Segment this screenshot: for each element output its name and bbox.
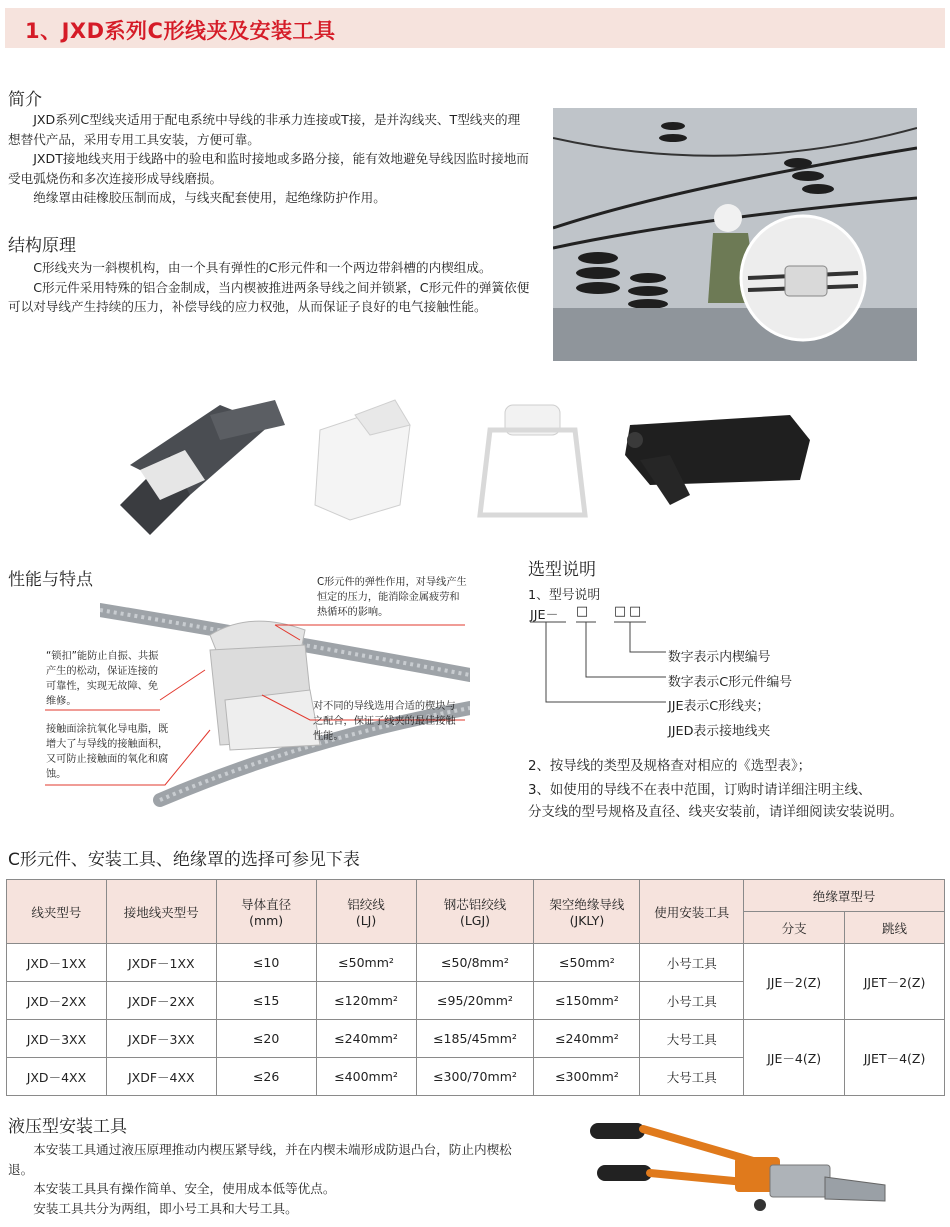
cell-dia: ≤20 — [216, 1020, 316, 1058]
cell-tool: 大号工具 — [640, 1058, 744, 1096]
cell-ground: JXDF－1XX — [106, 944, 216, 982]
note-lock: “锁扣”能防止自振、共振产生的松动，保证连接的可靠性，实现无故障、免维修。 — [46, 651, 159, 707]
cell-model: JXD－3XX — [7, 1020, 107, 1058]
cell-tool: 小号工具 — [640, 982, 744, 1020]
c-element-image — [315, 400, 410, 520]
cell-dia: ≤26 — [216, 1058, 316, 1096]
legend-item: 数字表示内楔编号 — [668, 650, 771, 665]
cell-branch: JJE－4(Z) — [744, 1020, 845, 1096]
product-images — [110, 385, 830, 545]
code-box: □ — [629, 604, 642, 619]
note-wedge: 对不同的导线选用合适的楔块与之配合，保证了线夹的最佳接触性能。 — [313, 701, 456, 742]
selection-item: 2、按导线的类型及规格查对相应的《选型表》； — [528, 759, 812, 774]
model-code-prefix: JJE－ — [530, 608, 559, 623]
cell-lgj: ≤300/70mm² — [416, 1058, 534, 1096]
cell-ground: JXDF－3XX — [106, 1020, 216, 1058]
code-box: □ — [576, 604, 589, 619]
hydraulic-text — [8, 1140, 530, 1218]
hydraulic-tool-image — [585, 1115, 890, 1220]
products-illustration — [110, 385, 830, 545]
cell-lj: ≤50mm² — [316, 944, 416, 982]
cell-tool: 大号工具 — [640, 1020, 744, 1058]
col-tool: 使用安装工具 — [640, 880, 744, 944]
hydraulic-heading: 液压型安装工具 — [8, 1117, 127, 1137]
selection-item: 3、如使用的导线不在表中范围，订购时请详细注明主线、 — [528, 783, 872, 798]
intro-text — [8, 110, 530, 208]
col-cover: 绝缘罩型号 — [744, 880, 945, 912]
cell-lgj: ≤50/8mm² — [416, 944, 534, 982]
cell-dia: ≤10 — [216, 944, 316, 982]
cell-jkly: ≤150mm² — [534, 982, 640, 1020]
cell-lj: ≤120mm² — [316, 982, 416, 1020]
cell-jkly: ≤300mm² — [534, 1058, 640, 1096]
selection-item: 分支线的型号规格及直径、线夹安装前，请详细阅读安装说明。 — [528, 805, 903, 820]
legend-item: 数字表示C形元件编号 — [668, 675, 793, 690]
legend-item: JJED表示接地线夹 — [668, 724, 771, 739]
selection-sub: 1、型号说明 — [528, 588, 601, 603]
hydraulic-paragraph: 本安装工具具有操作简单、安全，使用成本低等优点。 — [33, 1181, 336, 1196]
intro-paragraph: JXD系列C型线夹适用于配电系统中导线的非承力连接或T接，是并沟线夹、T型线夹的理想替代产品，采用专用工具安装，方便可靠。 — [8, 112, 521, 147]
col-jumper: 跳线 — [845, 912, 945, 944]
cell-dia: ≤15 — [216, 982, 316, 1020]
code-box: □ — [614, 604, 627, 619]
col-dia: 导体直径 (mm) — [216, 880, 316, 944]
hydraulic-tool-illustration — [585, 1115, 890, 1220]
clamp-assembly-image — [120, 400, 285, 535]
intro-paragraph: JXDT接地线夹用于线路中的验电和监时接地或多路分接，能有效地避免导线因监时接地而受电弧烧伤和多次连接形成导线磨损。 — [8, 151, 529, 186]
cell-branch: JJE－2(Z) — [744, 944, 845, 1020]
table-heading: C形元件、安装工具、绝缘罩的选择可参见下表 — [8, 850, 360, 870]
page-title: 1、JXD系列C形线夹及安装工具 — [25, 19, 336, 43]
principle-text — [8, 258, 530, 317]
title-band — [5, 8, 945, 48]
cell-jkly: ≤50mm² — [534, 944, 640, 982]
principle-paragraph: C形元件采用特殊的铝合金制成，当内楔被推进两条导线之间并锁紧，C形元件的弹簧依便可以对导线产生持续的压力，补偿导线的应力权弛，从而保证子良好的电气接触性能。 — [8, 279, 530, 314]
principle-heading: 结构原理 — [8, 236, 76, 256]
selection-heading: 选型说明 — [528, 560, 596, 580]
cell-jkly: ≤240mm² — [534, 1020, 640, 1058]
table-row — [7, 944, 945, 982]
features-heading: 性能与特点 — [8, 570, 93, 590]
selection-table — [6, 879, 945, 1096]
cell-lj: ≤400mm² — [316, 1058, 416, 1096]
hydraulic-paragraph: 安装工具共分为两组，即小号工具和大号工具。 — [33, 1200, 298, 1216]
legend-item: JJE表示C形线夹； — [668, 699, 770, 714]
cell-tool: 小号工具 — [640, 944, 744, 982]
insulating-cover-image — [625, 415, 810, 505]
principle-paragraph: C形线夹为一斜楔机构，由一个具有弹性的C形元件和一个两边带斜槽的内楔组成。 — [33, 260, 492, 275]
col-branch: 分支 — [744, 912, 845, 944]
cell-lgj: ≤95/20mm² — [416, 982, 534, 1020]
col-ground: 接地线夹型号 — [106, 880, 216, 944]
cell-jumper: JJET－2(Z) — [845, 944, 945, 1020]
note-elastic: C形元件的弹性作用，对导线产生恒定的压力，能消除金属疲劳和热循环的影响。 — [317, 577, 467, 618]
intro-heading: 简介 — [8, 90, 42, 110]
cell-jumper: JJET－4(Z) — [845, 1020, 945, 1096]
table-row — [7, 1020, 945, 1058]
col-lj: 铝绞线 (LJ) — [316, 880, 416, 944]
col-model: 线夹型号 — [7, 880, 107, 944]
model-code-brackets — [528, 620, 668, 710]
note-grease: 接触面涂抗氧化导电脂，既增大了与导线的接触面积，又可防止接触面的氧化和腐蚀。 — [46, 724, 169, 780]
cell-model: JXD－4XX — [7, 1058, 107, 1096]
cell-ground: JXDF－4XX — [106, 1058, 216, 1096]
cell-model: JXD－2XX — [7, 982, 107, 1020]
intro-paragraph: 绝缘罩由硅橡胶压制而成，与线夹配套使用，起绝缘防护作用。 — [33, 190, 386, 205]
cell-model: JXD－1XX — [7, 944, 107, 982]
col-jkly: 架空绝缘导线 (JKLY) — [534, 880, 640, 944]
lineman-illustration — [553, 108, 917, 361]
cell-lgj: ≤185/45mm² — [416, 1020, 534, 1058]
installation-photo — [553, 108, 917, 361]
hydraulic-paragraph: 本安装工具通过液压原理推动内楔压紧导线，并在内楔未端形成防退凸台，防止内楔松退。 — [8, 1142, 512, 1177]
cell-ground: JXDF－2XX — [106, 982, 216, 1020]
grounding-clamp-image — [480, 405, 585, 515]
col-lgj: 钢芯铝绞线 (LGJ) — [416, 880, 534, 944]
cell-lj: ≤240mm² — [316, 1020, 416, 1058]
